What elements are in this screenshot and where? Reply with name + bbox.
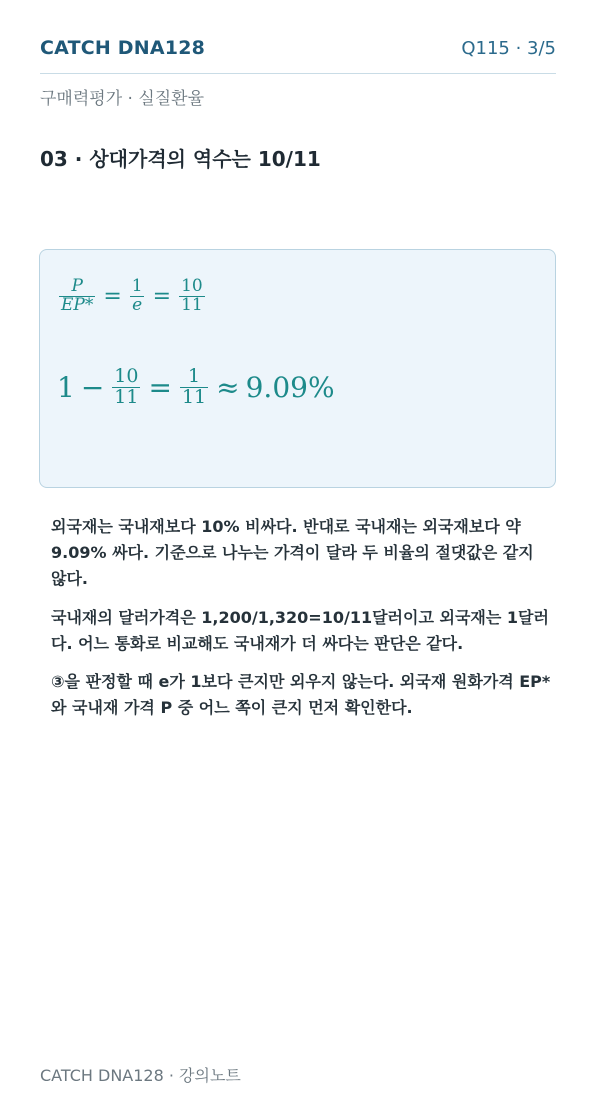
formula-box <box>39 249 556 488</box>
formula-lead-one: 1 <box>57 370 75 404</box>
equals-sign: = <box>103 283 122 309</box>
fraction-denominator: e <box>132 294 143 315</box>
fraction-ten-elevenths <box>112 367 140 408</box>
section-title: 03 · 상대가격의 역수는 10/11 <box>40 147 321 171</box>
fraction-p-over-ep <box>59 278 95 315</box>
fraction-denominator: 11 <box>114 385 139 408</box>
brand-title: CATCH DNA128 <box>40 37 206 59</box>
fraction-numerator: 10 <box>181 276 203 296</box>
formula-result: 9.09% <box>245 370 335 404</box>
explanation-paragraph: 외국재는 국내재보다 10% 비싸다. 반대로 국내재는 외국재보다 약 9.09% 싸다. 기준으로 나누는 가격이 달라 두 비율의 절댓값은 같지 않다. <box>51 517 534 588</box>
fraction-denominator: 11 <box>181 294 203 315</box>
fraction-denominator: 11 <box>181 385 207 408</box>
fraction-one-over-e <box>130 278 145 315</box>
fraction-numerator: 10 <box>114 365 139 387</box>
topic-subtitle: 구매력평가 · 실질환율 <box>40 89 205 109</box>
equals-sign: = <box>152 283 172 309</box>
fraction-numerator: 1 <box>131 276 143 296</box>
approx-sign: ≈ <box>216 370 240 404</box>
page-footer: CATCH DNA128 · 강의노트 <box>40 1066 241 1085</box>
formula-ratio <box>57 278 207 315</box>
explanation-paragraph: 국내재의 달러가격은 1,200/1,320=10/11달러이고 외국재는 1달러다. 어느 통화로 비교해도 국내재가 더 싸다는 판단은 같다. <box>51 608 549 653</box>
fraction-denominator: EP* <box>61 294 94 315</box>
fraction-ten-elevenths <box>179 278 205 315</box>
question-counter: Q115 · 3/5 <box>461 38 556 59</box>
fraction-numerator: 1 <box>188 365 201 387</box>
explanation-paragraph: ③을 판정할 때 e가 1보다 큰지만 외우지 않는다. 외국재 원화가격 EP*와 국내재 가격 P 중 어느 쪽이 큰지 먼저 확인한다. <box>51 672 551 717</box>
minus-sign: − <box>80 370 105 404</box>
page-header <box>40 36 556 74</box>
fraction-one-eleventh <box>180 367 208 408</box>
formula-discount <box>57 367 335 408</box>
equals-sign: = <box>148 370 172 404</box>
fraction-numerator: P <box>71 276 83 296</box>
